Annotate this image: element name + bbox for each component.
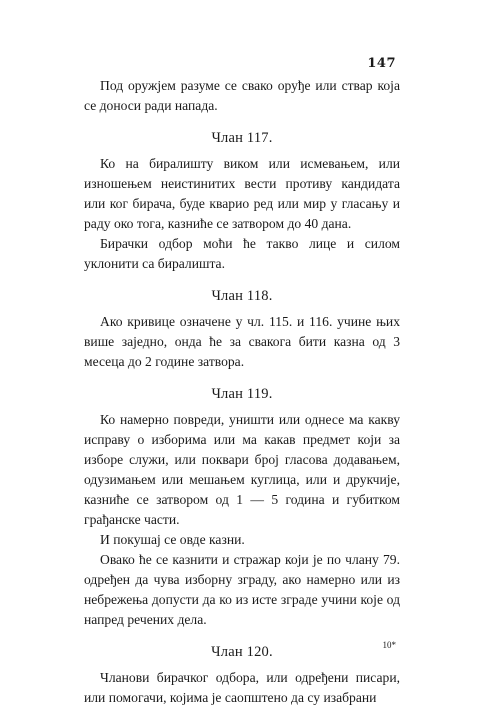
paragraph: Бирачки одбор моћи ће такво лице и силом уклонити са биралишта.	[84, 236, 400, 271]
paragraph: Чланови бирачког одбора, или одређени писари, или помогачи, којима је саопштено да су изабрани	[84, 670, 400, 705]
intro-paragraph: Под оружјем разуме се свако оруђе или ствар која се доноси ради напада.	[84, 78, 400, 113]
paragraph: Ко намерно повреди, уништи или однесе ма какву исправу о изборима или ма какав предмет који за изборе служи, или поквари број гласова додавањем, одузимањем или мешањем куглица, или и друкчије, казниће се затвором од 1 — 5 година и губитком грађанске части.	[84, 412, 400, 527]
section-heading: Члан 117.	[211, 130, 273, 146]
section-118	[84, 286, 400, 372]
page-number: 147	[367, 56, 396, 71]
paragraph: И покушај се овде казни.	[100, 532, 245, 547]
section-heading: Члан 120.	[211, 644, 273, 660]
printer-signature: 10*	[382, 640, 396, 650]
section-117	[84, 128, 400, 274]
page-body	[84, 76, 400, 708]
section-119	[84, 384, 400, 630]
paragraph: Овако ће се казнити и стражар који је по члану 79. одређен да чува изборну зграду, ако намерно или из небрежења допусти да ко из исте зграде учини које од напред речених дела.	[84, 552, 400, 627]
section-120	[84, 642, 400, 708]
section-heading: Члан 119.	[211, 386, 273, 402]
paragraph: Ако кривице означене у чл. 115. и 116. учине њих више заједно, онда ће за свакога бити казна од 3 месеца до 2 године затвора.	[84, 314, 400, 369]
paragraph: Ко на биралишту виком или исмевањем, или изношењем неистинитих вести противу кандидата или ког бирача, буде кварио ред или мир у гласању и раду око тога, казниће се затвором до 40 дана.	[84, 156, 400, 231]
section-heading: Члан 118.	[211, 288, 273, 304]
